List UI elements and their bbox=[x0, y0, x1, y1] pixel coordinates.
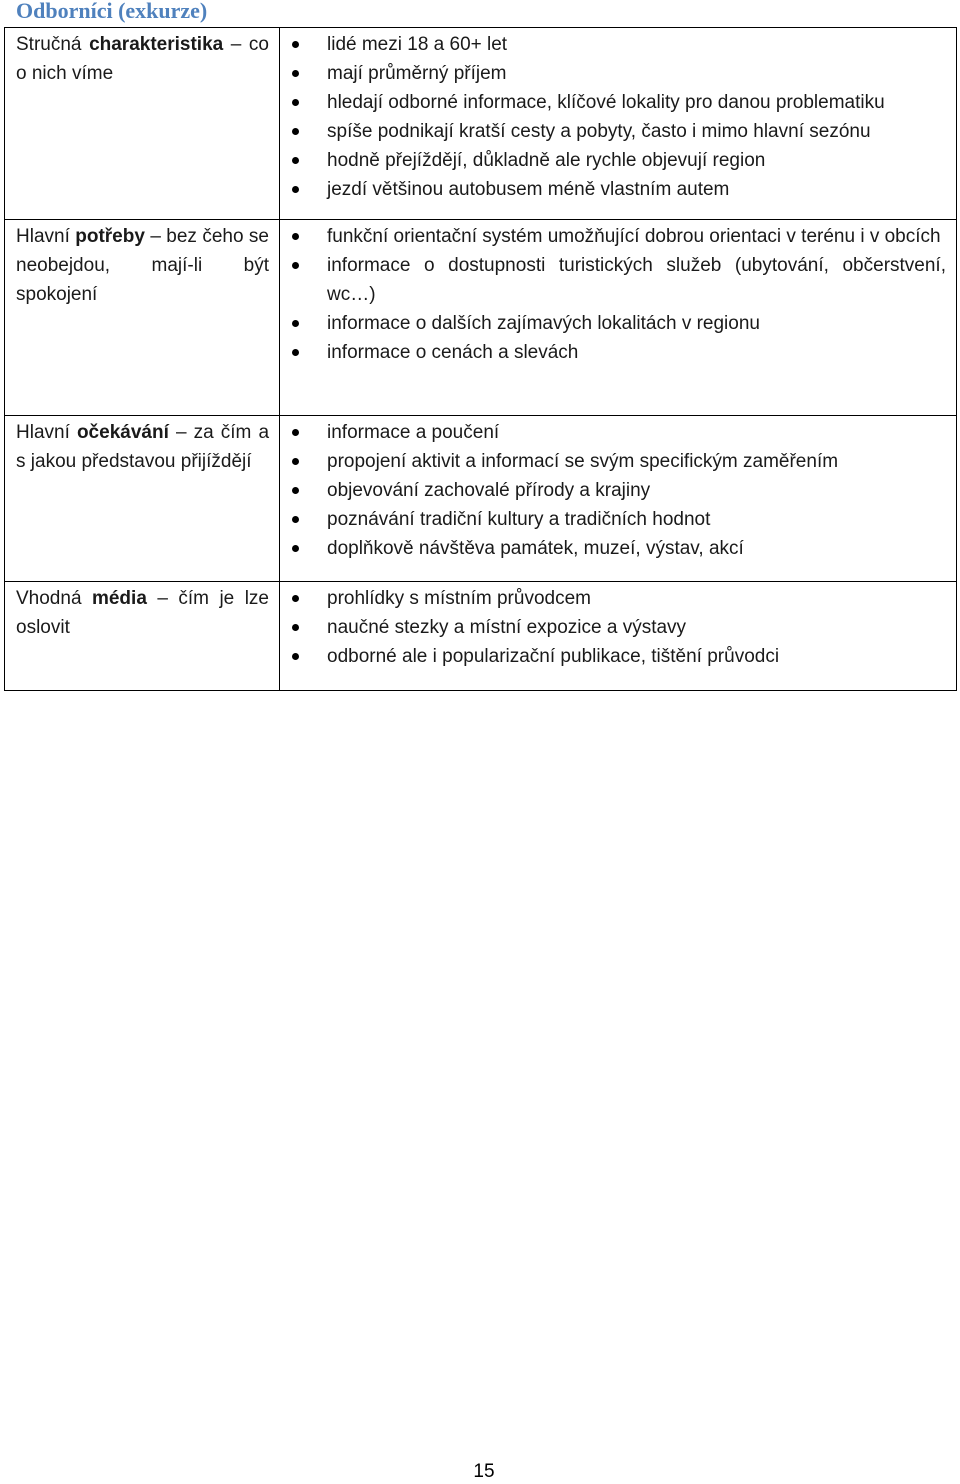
table-row-media bbox=[5, 582, 957, 691]
label-keyword: potřeby bbox=[75, 226, 145, 247]
section-heading: Odborníci (exkurze) bbox=[16, 0, 208, 23]
list-item: lidé mezi 18 a 60+ let bbox=[280, 30, 946, 59]
table-row-needs bbox=[5, 220, 957, 416]
target-group-profile-table bbox=[4, 27, 957, 691]
list-item: hodně přejíždějí, důkladně ale rychle objevují region bbox=[280, 146, 946, 175]
bullet-icon bbox=[292, 349, 299, 356]
bullet-icon bbox=[292, 458, 299, 465]
row-items bbox=[280, 582, 957, 691]
bullet-list bbox=[280, 30, 946, 204]
bullet-list bbox=[280, 584, 946, 671]
label-keyword: charakteristika bbox=[89, 34, 224, 55]
bullet-icon bbox=[292, 41, 299, 48]
row-items bbox=[280, 28, 957, 220]
bullet-icon bbox=[292, 624, 299, 631]
list-item: poznávání tradiční kultury a tradičních hodnot bbox=[280, 505, 946, 534]
label-text: Stručná bbox=[16, 34, 90, 55]
table-row-characteristics bbox=[5, 28, 957, 220]
list-item: odborné ale i popularizační publikace, tištění průvodci bbox=[280, 642, 946, 671]
row-label bbox=[5, 416, 280, 582]
bullet-icon bbox=[292, 157, 299, 164]
row-label bbox=[5, 220, 280, 416]
list-item: funkční orientační systém umožňující dobrou orientaci v terénu i v obcích bbox=[280, 222, 946, 251]
label-keyword: média bbox=[91, 588, 147, 609]
list-item: mají průměrný příjem bbox=[280, 59, 946, 88]
list-item: hledají odborné informace, klíčové lokality pro danou problematiku bbox=[280, 88, 946, 117]
bullet-icon bbox=[292, 429, 299, 436]
bullet-icon bbox=[292, 653, 299, 660]
label-text: – co o nich víme bbox=[16, 34, 269, 84]
list-item: objevování zachovalé přírody a krajiny bbox=[280, 476, 946, 505]
label-text: Hlavní bbox=[16, 422, 77, 443]
label-text: – za čím a s jakou představou přijíždějí bbox=[16, 422, 270, 472]
bullet-icon bbox=[292, 595, 299, 602]
table-row-expectations bbox=[5, 416, 957, 582]
list-item: informace o dalších zajímavých lokalitách v regionu bbox=[280, 309, 946, 338]
list-item: informace a poučení bbox=[280, 418, 946, 447]
list-item: informace o cenách a slevách bbox=[280, 338, 946, 367]
bullet-list bbox=[280, 222, 946, 367]
bullet-icon bbox=[292, 545, 299, 552]
row-label bbox=[5, 582, 280, 691]
list-item: jezdí většinou autobusem méně vlastním autem bbox=[280, 175, 946, 204]
list-item: naučné stezky a místní expozice a výstavy bbox=[280, 613, 946, 642]
bullet-icon bbox=[292, 320, 299, 327]
label-text: Hlavní bbox=[16, 226, 76, 247]
label-text: – bez čeho se neobejdou, mají-li být spokojení bbox=[16, 226, 269, 305]
label-keyword: očekávání bbox=[76, 422, 169, 443]
bullet-icon bbox=[292, 128, 299, 135]
page-number: 15 bbox=[473, 1461, 495, 1482]
list-item: informace o dostupnosti turistických služeb (ubytování, občerstvení, wc…) bbox=[280, 251, 946, 309]
list-item: propojení aktivit a informací se svým specifickým zaměřením bbox=[280, 447, 946, 476]
list-item: spíše podnikají kratší cesty a pobyty, často i mimo hlavní sezónu bbox=[280, 117, 946, 146]
list-item: prohlídky s místním průvodcem bbox=[280, 584, 946, 613]
row-label bbox=[5, 28, 280, 220]
row-items bbox=[280, 416, 957, 582]
bullet-icon bbox=[292, 186, 299, 193]
bullet-icon bbox=[292, 262, 299, 269]
bullet-icon bbox=[292, 99, 299, 106]
bullet-icon bbox=[292, 487, 299, 494]
bullet-icon bbox=[292, 233, 299, 240]
list-item: doplňkově návštěva památek, muzeí, výstav, akcí bbox=[280, 534, 946, 563]
row-items bbox=[280, 220, 957, 416]
bullet-list bbox=[280, 418, 946, 563]
label-text: – čím je lze oslovit bbox=[16, 588, 269, 638]
bullet-icon bbox=[292, 516, 299, 523]
label-text: Vhodná bbox=[16, 588, 92, 609]
bullet-icon bbox=[292, 70, 299, 77]
